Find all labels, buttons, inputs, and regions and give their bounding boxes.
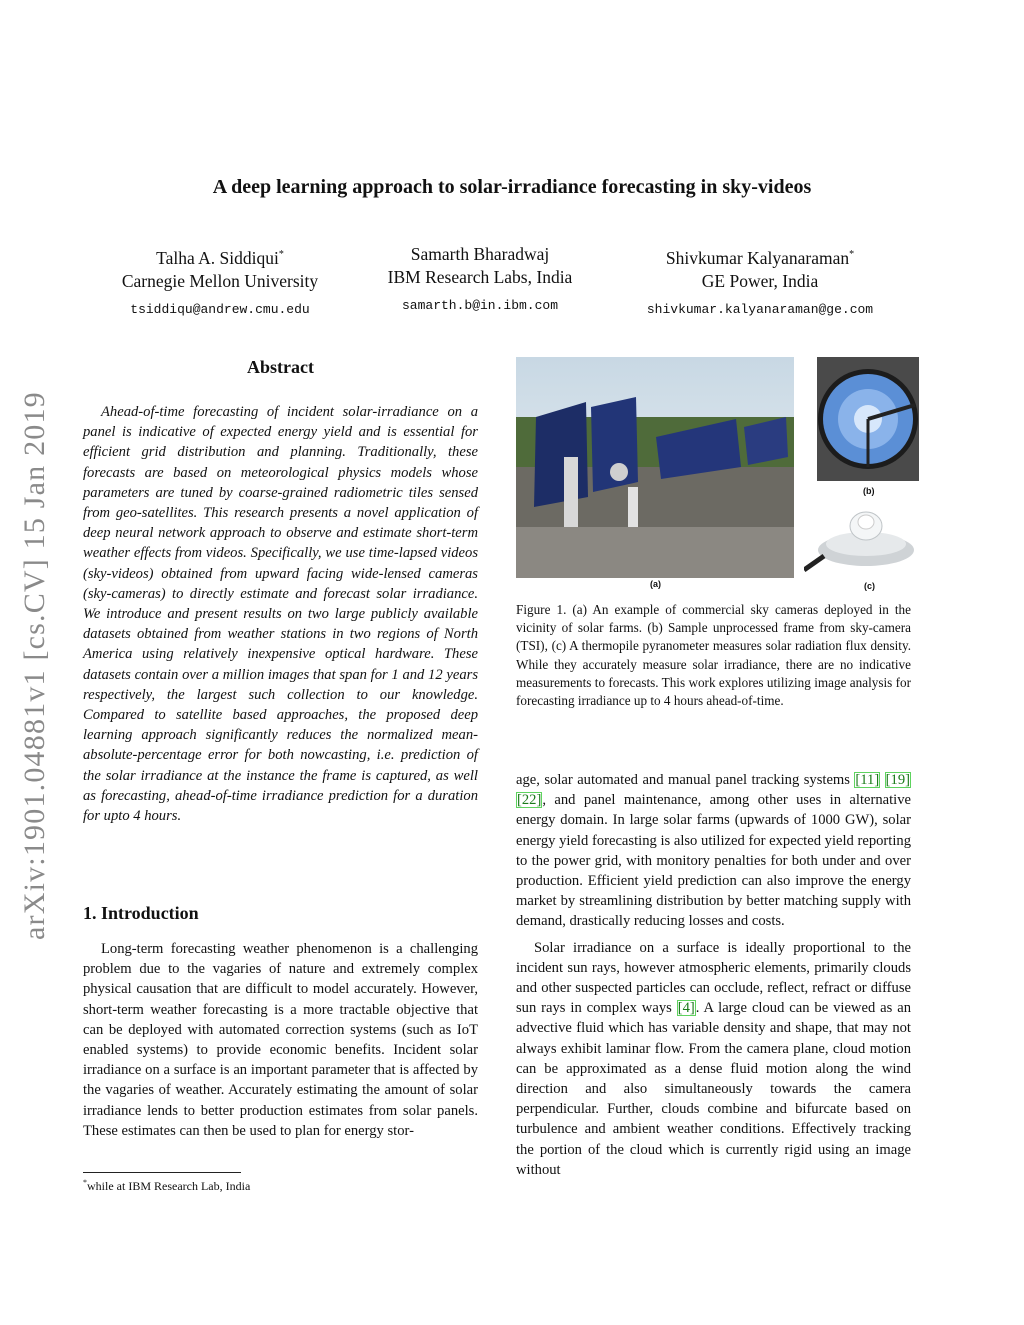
author-affiliation: GE Power, India: [701, 270, 819, 291]
figure-label-b: (b): [863, 486, 875, 496]
footnote-text: while at IBM Research Lab, India: [87, 1179, 251, 1193]
citation-link[interactable]: [11]: [855, 772, 880, 788]
author-email: tsiddiqu@andrew.cmu.edu: [130, 301, 310, 317]
author-2: [360, 243, 600, 317]
introduction-body: [83, 939, 478, 1147]
author-affiliation: IBM Research Labs, India: [387, 267, 573, 287]
figure-1a-image: [516, 357, 794, 578]
citation-link[interactable]: [19]: [885, 772, 910, 788]
paragraph-text: , and panel maintenance, among other uses in alternative energy domain. In large solar farms (upwards of 1000 GW), solar energy yield forecasting is also utilized for expected yield reporting to the power grid, with monitory penalties for both under and over production. Efficient yield prediction can also improve the energy market by streamlining distribution by better matching supply with demand, drastically reducing losses and costs.: [516, 792, 911, 930]
author-3: [620, 243, 900, 321]
abstract-heading: Abstract: [247, 357, 314, 377]
author-name: Shivkumar Kalyanaraman: [665, 247, 850, 268]
footnote-mark: *: [83, 1178, 87, 1187]
citation-link[interactable]: [22]: [517, 792, 542, 809]
paragraph-text: age, solar automated and manual panel tracking systems: [516, 772, 855, 788]
abstract-text: Ahead-of-time forecasting of incident solar-irradiance on a panel is indicative of expected energy yield and is essential for efficient grid distribution and planning. Traditionally, these forecasts are based on meteorological physics models whose parameters are tuned by coarse-grained radiometric tiles sensed from geo-satellites. This research presents a novel application of deep neural network approach to observe and estimate short-term weather effects from videos. Specifically, we use time-lapsed videos (sky-videos) obtained from upward facing wide-lensed cameras (sky-cameras) to directly estimate and forecast solar irradiance. We introduce and present results on two large publicly available datasets obtained from weather stations in two regions of North America using relatively inexpensive optical hardware. These datasets contain over a million images that span for 1 and 12 years respectively, the largest such collection to our knowledge. Compared to satellite based approaches, the proposed deep learning approach significantly reduces the normalized mean-absolute-percentage error for both nowcasting, i.e. prediction of the solar irradiance at the instance the frame is captured, as well as forecasting, ahead-of-time irradiance prediction for a duration for upto 4 hours.: [83, 404, 478, 825]
author-mark: *: [278, 249, 284, 260]
right-column-body: [516, 770, 911, 1186]
solar-panels-photo: [516, 357, 794, 578]
paper-title: A deep learning approach to solar-irradiance forecasting in sky-videos: [212, 176, 812, 198]
author-1: [100, 243, 340, 321]
intro-paragraph: Long-term forecasting weather phenomenon is a challenging problem due to the vagaries of nature and extremely complex physical causation that are difficult to model accurately. However, short-term weather forecasting is a more tractable objective that can be deployed with automated correction systems (such as IoT enabled systems) to provide economic benefits. Incident solar irradiance on a surface is an important parameter that is affected by the vagaries of weather. Accurately estimating the amount of solar irradiance lends to better production estimates from solar panels. These estimates can then be used to plan for energy stor-: [83, 941, 478, 1139]
right-paragraph-1: [516, 770, 911, 932]
figure-caption: Figure 1. (a) An example of commercial sky cameras deployed in the vicinity of solar farms. (b) Sample unprocessed frame from sky-camera (TSI), (c) A thermopile pyranometer measures solar radiation flux density. While they accurately measure solar irradiance, there are no indicative measurements to forecasts. This work explores utilizing image analysis for forecasting irradiance up to 4 hours ahead-of-time.: [516, 602, 911, 709]
paragraph-text: Solar irradiance on a surface is ideally proportional to the incident sun rays, however atmospheric elements, primarily clouds and other suspected particles can occlude, reflect, refract or diffuse sun rays in complex ways: [516, 939, 911, 1017]
pyranometer-photo: [804, 500, 920, 578]
footnote-rule: [83, 1172, 241, 1173]
citation-link[interactable]: [4]: [677, 1000, 695, 1017]
footnote: [83, 1178, 250, 1194]
author-name: Talha A. Siddiqui: [156, 247, 279, 268]
right-paragraph-2: [516, 938, 911, 1180]
paragraph-text: . A large cloud can be viewed as an advective fluid which has variable density and shape, that may not always exhibit laminar flow. From the camera plane, cloud motion can be approximated as a dense fluid motion along the wind direction and also simultaneously towards the camera perpendicular. Further, clouds combine and bifurcate based on turbulence and ambient weather conditions. Effectively tracking the portion of the cloud which is currently rigid using an image without: [516, 1000, 911, 1178]
arxiv-stamp: arXiv:1901.04881v1 [cs.CV] 15 Jan 2019: [18, 391, 51, 940]
figure-1b-image: [817, 357, 919, 481]
author-email: shivkumar.kalyanaraman@ge.com: [646, 301, 874, 317]
author-affiliation: Carnegie Mellon University: [121, 270, 319, 291]
author-name: Samarth Bharadwaj: [410, 244, 550, 264]
figure-1c-image: [804, 500, 920, 578]
author-email: samarth.b@in.ibm.com: [401, 298, 559, 313]
sky-camera-frame: [817, 357, 919, 481]
figure-label-c: (c): [864, 581, 875, 591]
introduction-heading: 1. Introduction: [83, 903, 199, 923]
author-mark: *: [849, 249, 855, 260]
figure-label-a: (a): [650, 579, 661, 589]
